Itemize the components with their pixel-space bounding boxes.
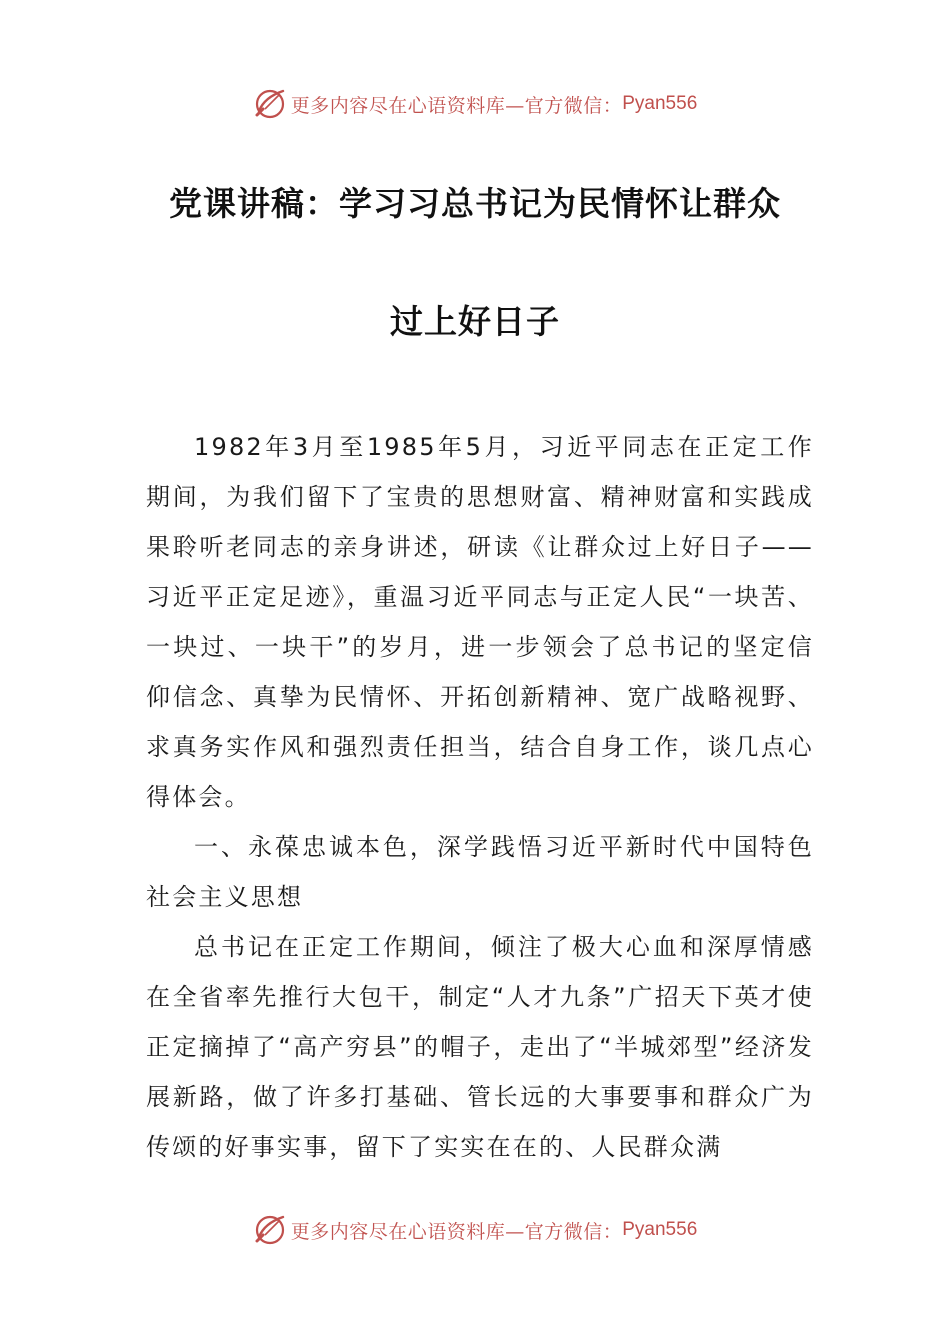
footer-watermark (0, 1210, 950, 1250)
section-heading-1: 一、永葆忠诚本色，深学践悟习近平新时代中国特色社会主义思想 (146, 833, 814, 911)
document-title-line-2: 过上好日子 (390, 302, 560, 341)
watermark-wechat-id: Pyan556 (622, 1219, 698, 1240)
paragraph-section-1: 总书记在正定工作期间，倾注了极大心血和深厚情感在全省率先推行大包干，制定“人才九条”广招天下英才使正定摘掉了“高产穷县”的帽子，走出了“半城郊型”经济发展新路，做了许多打基础、管长远的大事要事和群众广为传颂的好事实事，留下了实实在在的、人民群众满 (146, 933, 814, 1161)
pen-logo-icon (253, 1213, 287, 1247)
document-body (146, 422, 814, 1172)
watermark-text: 更多内容尽在心语资料库—官方微信： (290, 1220, 623, 1243)
watermark-text: 更多内容尽在心语资料库—官方微信： (290, 94, 623, 117)
document-title-line-1: 党课讲稿：学习习总书记为民情怀让群众 (169, 184, 781, 223)
paragraph-intro: 1982年3月至1985年5月，习近平同志在正定工作期间，为我们留下了宝贵的思想财富、精神财富和实践成果聆听老同志的亲身讲述，研读《让群众过上好日子——习近平正定足迹》，重温习近平同志与正定人民“一块苦、一块过、一块干”的岁月，进一步领会了总书记的坚定信仰信念、真挚为民情怀、开拓创新精神、宽广战略视野、求真务实作风和强烈责任担当，结合自身工作，谈几点心得体会。 (146, 433, 814, 811)
header-watermark (0, 84, 950, 124)
watermark-wechat-id: Pyan556 (622, 93, 698, 114)
pen-logo-icon (253, 87, 287, 121)
